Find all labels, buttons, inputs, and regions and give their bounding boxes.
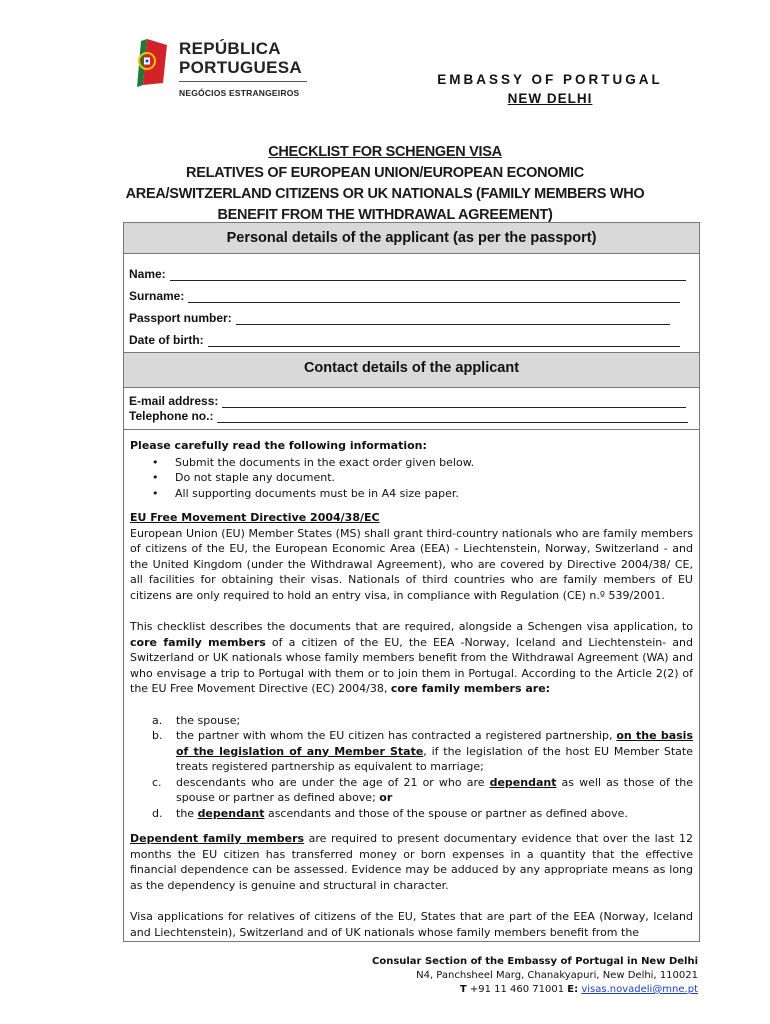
name-field[interactable]	[129, 259, 694, 281]
embassy-name: EMBASSY OF PORTUGAL	[437, 72, 663, 87]
directive-heading: EU Free Movement Directive 2004/38/EC	[130, 511, 380, 524]
logo-divider	[179, 81, 307, 82]
logo-republica-text: REPÚBLICA	[179, 39, 281, 58]
family-members-list	[130, 713, 693, 822]
surname-field[interactable]	[129, 281, 694, 303]
title-line-1: CHECKLIST FOR SCHENGEN VISA	[268, 144, 502, 160]
footer-contact	[330, 983, 698, 997]
email-input-line[interactable]	[222, 396, 686, 408]
para2-text-c: of a citizen of the EU, the EEA -Norway, Iceland and Liechtenstein- and Switzerland or UK nationals whose family members benefit from the Withdrawal Agreement (WA) and who envisage a trip to Portugal with them or to join them in Portugal. According to the Article 2(2) of the EU Free Movement Directive (EC) 2004/38,	[130, 635, 693, 695]
name-input-line[interactable]	[170, 269, 686, 281]
item-text: descendants who are under the age of 21 or who are	[176, 775, 490, 789]
footer-email-label: E:	[567, 984, 579, 995]
document-title	[105, 142, 665, 226]
item-marker: a.	[152, 713, 163, 727]
email-label: E-mail address:	[129, 394, 219, 408]
date-of-birth-label: Date of birth:	[129, 333, 204, 347]
logo-portuguesa-text: PORTUGUESA	[179, 58, 302, 77]
personal-details-heading: Personal details of the applicant (as per the passport)	[124, 223, 699, 254]
list-item	[130, 775, 693, 806]
footer-phone-label: T	[459, 984, 467, 995]
item-emphasis: on the basis of the legislation of any Member State	[176, 729, 693, 758]
personal-details-fields	[124, 254, 699, 352]
directive-paragraph-2	[130, 619, 693, 697]
item-emphasis: dependant	[489, 775, 557, 789]
contact-details-heading: Contact details of the applicant	[124, 352, 699, 388]
para2-bold-core-members: core family members are:	[390, 682, 551, 695]
surname-label: Surname:	[129, 289, 185, 303]
item-or: or	[379, 791, 393, 804]
visa-applications-paragraph: Visa applications for relatives of citizens of the EU, States that are part of the EEA (Norway, Iceland and Liechtenstein), Switzerland and of UK nationals whose family members benefit from the	[130, 910, 693, 939]
item-text: the spouse;	[176, 713, 241, 727]
list-item: • Submit the documents in the exact order given below.	[152, 455, 693, 471]
embassy-heading	[400, 72, 700, 106]
list-item: • All supporting documents must be in A4 size paper.	[152, 486, 693, 502]
list-item	[130, 713, 693, 729]
item-marker: d.	[152, 806, 163, 820]
para2-text-a: This checklist describes the documents that are required, alongside a Schengen visa application, to	[130, 620, 693, 633]
title-line-3: AREA/SWITZERLAND CITIZENS OR UK NATIONALS (FAMILY MEMBERS WHO	[125, 186, 645, 202]
portuguese-flag-emblem-icon	[133, 39, 169, 87]
read-info-heading: Please carefully read the following information:	[130, 439, 427, 452]
footer-consular-section: Consular Section of the Embassy of Portugal in New Delhi	[371, 956, 698, 967]
dependent-members-text: are required to present documentary evidence that over the last 12 months the EU citizen has transferred money or born expenses in a quantity that the effective financial dependence can be assessed. Evidence may be adduced by any appropriate means as long as the dependency is genuine and structural in character.	[130, 832, 693, 892]
page-footer	[330, 955, 698, 997]
logo-ministry-text: NEGÓCIOS ESTRANGEIROS	[179, 88, 300, 98]
item-text: the partner with whom the EU citizen has contracted a registered partnership,	[176, 729, 617, 742]
footer-email-link[interactable]: visas.novadeli@mne.pt	[581, 984, 698, 995]
telephone-label: Telephone no.:	[129, 409, 214, 423]
telephone-input-line[interactable]	[217, 411, 688, 423]
contact-details-fields	[124, 388, 699, 430]
item-text: the	[176, 806, 198, 820]
email-field[interactable]	[129, 393, 694, 408]
information-section	[124, 430, 699, 940]
passport-number-field[interactable]	[129, 303, 694, 325]
footer-address: N4, Panchsheel Marg, Chanakyapuri, New Delhi, 110021	[416, 970, 698, 981]
surname-input-line[interactable]	[188, 291, 680, 303]
footer-phone: +91 11 460 71001	[466, 984, 568, 995]
list-item	[130, 806, 693, 822]
ministry-logo	[133, 37, 323, 107]
list-item	[130, 728, 693, 775]
date-of-birth-field[interactable]	[129, 325, 694, 347]
item-text: , if the legislation of the host EU Member State treats registered partnership as equivalent to marriage;	[176, 744, 693, 773]
instructions-list	[152, 455, 693, 502]
passport-number-input-line[interactable]	[236, 313, 670, 325]
item-emphasis: dependant	[197, 806, 265, 820]
para2-bold-core-family: core family members	[130, 635, 266, 649]
dependent-members-paragraph	[130, 831, 693, 893]
item-text: ascendants and those of the spouse or partner as defined above.	[264, 806, 628, 820]
item-marker: c.	[152, 775, 162, 789]
item-text: as well as those of the spouse or partner as defined above;	[176, 775, 693, 804]
title-line-4: BENEFIT FROM THE WITHDRAWAL AGREEMENT)	[217, 207, 553, 223]
dependent-members-emphasis: Dependent family members	[130, 832, 305, 845]
directive-paragraph-1: European Union (EU) Member States (MS) shall grant third-country nationals who are family members of citizens of the EU, the European Economic Area (EEA) - Liechtenstein, Norway, Switzerland - and the United Kingdom (under the Withdrawal Agreement), who are covered by Directive 2004/38/ CE, all facilities for obtaining their visas. Nationals of third countries who are family members of EU citizens are only required to hold an entry visa, in compliance with Regulation (CE) n.º 539/2001.	[130, 526, 693, 602]
title-line-2: RELATIVES OF EUROPEAN UNION/EUROPEAN ECONOMIC	[186, 165, 584, 181]
telephone-field[interactable]	[129, 408, 694, 423]
date-of-birth-input-line[interactable]	[208, 335, 680, 347]
item-marker: b.	[152, 729, 163, 742]
embassy-city: NEW DELHI	[507, 91, 593, 106]
checklist-form	[123, 222, 700, 942]
passport-number-label: Passport number:	[129, 311, 232, 325]
name-label: Name:	[129, 267, 166, 281]
list-item: • Do not staple any document.	[152, 470, 693, 486]
